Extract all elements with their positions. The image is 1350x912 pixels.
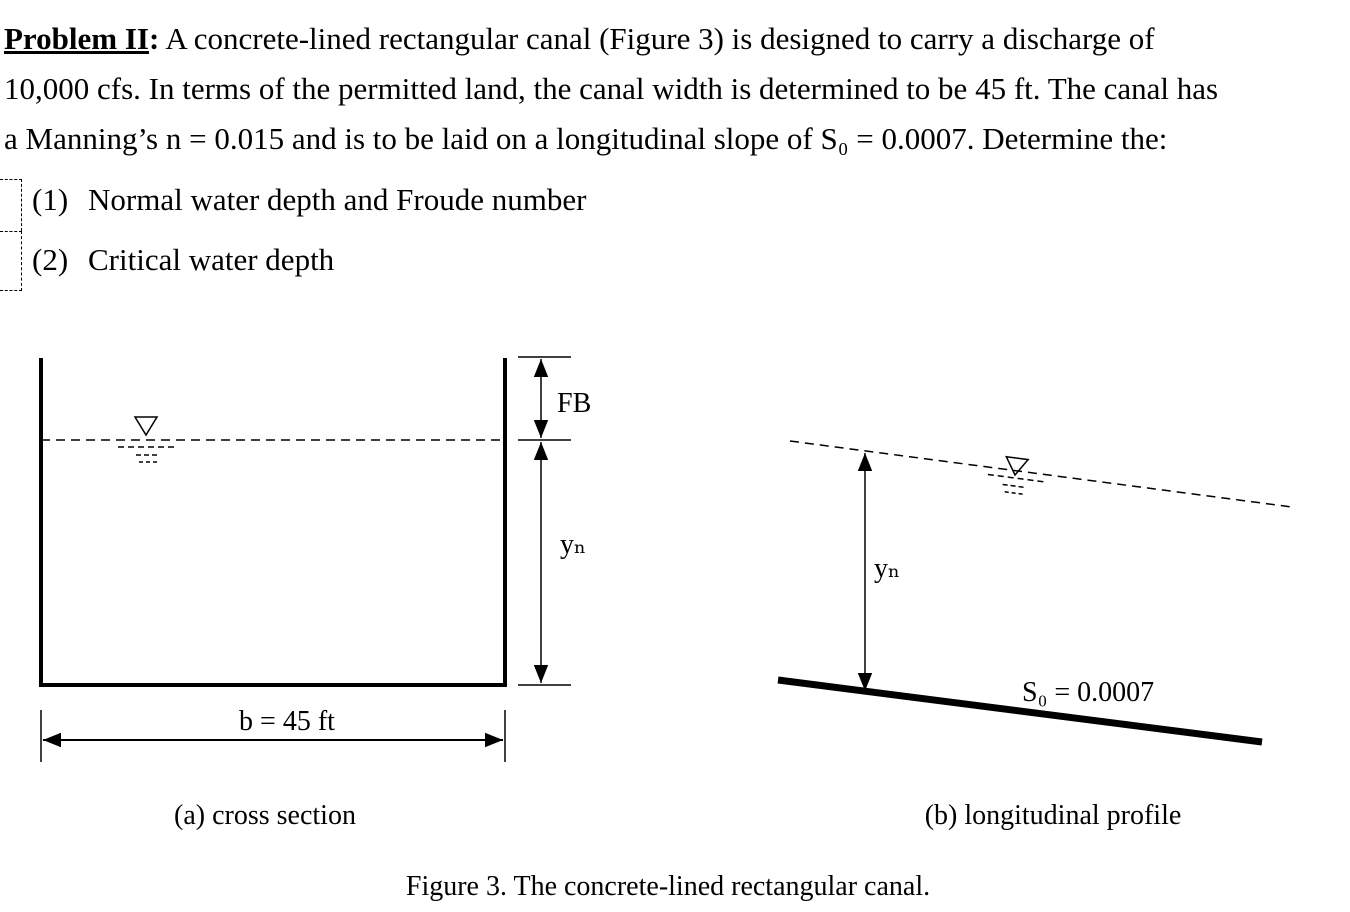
problem-line-2: 10,000 cfs. In terms of the permitted land, the canal width is determined to be 45 ft. The canal has	[4, 71, 1219, 106]
problem-line-3: a Manning’s n = 0.015 and is to be laid on a longitudinal slope of S₀ = 0.0007. Determine the:	[4, 121, 1168, 156]
slope-label: S₀ = 0.0007	[1022, 677, 1155, 708]
longitudinal-profile-diagram	[778, 441, 1292, 831]
profile-depth-label: yₙ	[874, 553, 901, 584]
freeboard-label: FB	[557, 388, 592, 419]
question-number: (2)	[32, 242, 69, 277]
profile-caption: (b) longitudinal profile	[924, 800, 1182, 831]
cross-section-caption: (a) cross section	[174, 800, 356, 831]
problem-text-1: A concrete-lined rectangular canal (Figure 3) is designed to carry a discharge of	[159, 21, 1155, 56]
profile-water-surface-icon	[986, 455, 1046, 497]
figure-caption: Figure 3. The concrete-lined rectangular canal.	[405, 871, 931, 902]
question-number: (1)	[32, 182, 69, 217]
question-text: Critical water depth	[88, 242, 335, 277]
problem-label: Problem II	[4, 21, 149, 56]
problem-colon: :	[148, 21, 160, 56]
depth-label: yₙ	[560, 529, 587, 560]
width-label: b = 45 ft	[239, 706, 335, 737]
channel-bed-line	[778, 680, 1262, 742]
question-text: Normal water depth and Froude number	[88, 182, 587, 217]
channel-outline	[41, 358, 505, 685]
cross-section-diagram	[41, 357, 591, 831]
